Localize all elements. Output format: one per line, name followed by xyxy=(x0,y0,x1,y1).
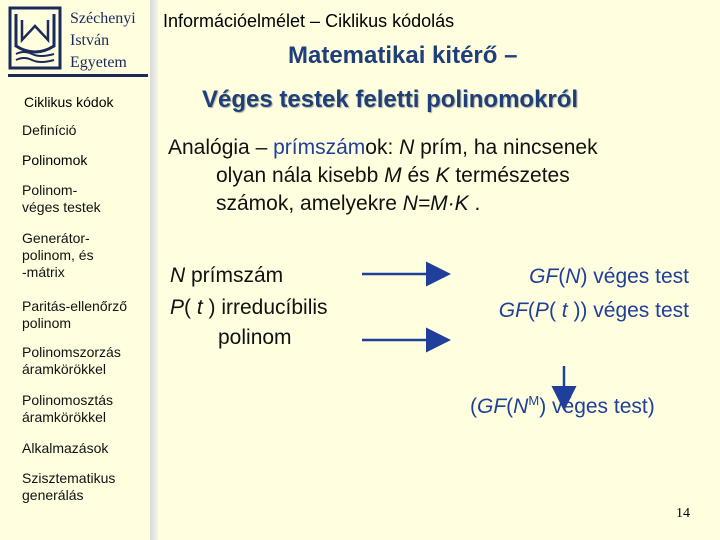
text: természetes xyxy=(449,164,570,187)
text: ) véges test) xyxy=(539,395,655,418)
section-title: Ciklikus kódok xyxy=(24,94,114,110)
sidebar-item-polinom-veges-testek[interactable]: Polinom- véges testek xyxy=(22,182,101,215)
superscript-m: M xyxy=(528,393,540,408)
text: ( xyxy=(470,395,477,418)
university-name-line: Egyetem xyxy=(70,54,127,71)
var-k: K xyxy=(435,164,450,187)
text: ( xyxy=(184,296,197,319)
text: Analógia – xyxy=(168,136,274,159)
text: ) véges test xyxy=(580,265,689,288)
text: olyan nála kisebb xyxy=(216,164,385,187)
text: ) irreducíbilis xyxy=(202,296,328,319)
var-n: N xyxy=(565,265,581,288)
text: és xyxy=(401,164,436,187)
sidebar-item-definicio[interactable]: Definíció xyxy=(22,122,77,138)
text: prímszám xyxy=(185,264,284,287)
var-t: t xyxy=(561,299,568,322)
text: )) véges test xyxy=(567,299,689,322)
var-p: P xyxy=(170,296,185,319)
university-name-line: István xyxy=(70,32,110,49)
university-name-line: Széchenyi xyxy=(70,10,136,27)
text: ( xyxy=(527,299,535,322)
gf-symbol: GF xyxy=(477,395,507,418)
var-t: t xyxy=(196,296,203,319)
sidebar-item-paritas[interactable]: Paritás-ellenőrző polinom xyxy=(22,298,128,331)
gf-symbol: GF xyxy=(498,299,528,322)
gf-symbol: GF xyxy=(529,265,559,288)
sidebar-item-szisztematikus[interactable]: Szisztematikus generálás xyxy=(22,470,116,503)
var-n: N xyxy=(170,264,186,287)
left-line-3: polinom xyxy=(218,326,292,349)
var-n: N xyxy=(513,395,529,418)
text: ( xyxy=(548,299,562,322)
equation: N=M·K xyxy=(402,192,469,215)
slide-title: Matematikai kitérő – xyxy=(288,42,518,69)
sidebar-item-osztas[interactable]: Polinomosztás áramkörökkel xyxy=(22,392,114,425)
sidebar-item-generator[interactable]: Generátor- polinom, és -mátrix xyxy=(22,230,94,280)
page-number: 14 xyxy=(676,506,690,521)
slide-subtitle: Véges testek feletti polinomokról xyxy=(202,86,579,113)
var-p: P xyxy=(534,299,549,322)
header-title: Információelmélet – Ciklikus kódolás xyxy=(163,11,455,31)
text: prím, ha nincsenek xyxy=(414,136,598,159)
var-m: M xyxy=(384,164,402,187)
sidebar-item-alkalmazasok[interactable]: Alkalmazások xyxy=(22,440,109,456)
sidebar-item-szorzas[interactable]: Polinomszorzás áramkörökkel xyxy=(22,344,121,377)
highlight-text: prímszám xyxy=(273,136,366,159)
sidebar-item-polinomok[interactable]: Polinomok xyxy=(22,152,88,168)
text: ok: xyxy=(365,136,400,159)
var-n: N xyxy=(399,136,415,159)
text: számok, amelyekre xyxy=(216,192,403,215)
text: . xyxy=(468,192,481,215)
text: ( xyxy=(558,265,566,288)
text: ( xyxy=(506,395,514,418)
